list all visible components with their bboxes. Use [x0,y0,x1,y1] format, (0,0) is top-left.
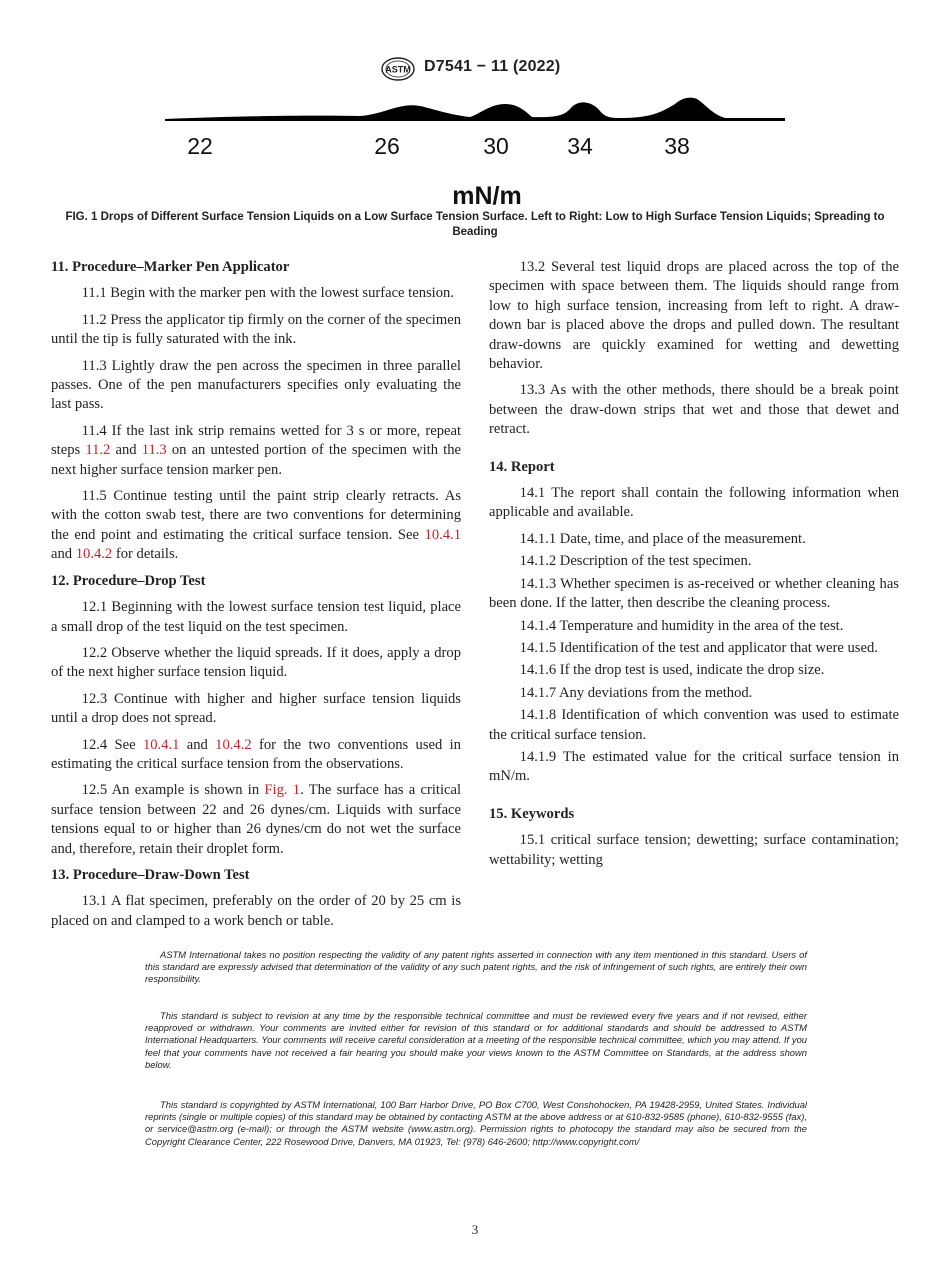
section-15-heading: 15. Keywords [489,805,575,822]
svg-text:ASTM: ASTM [385,64,411,75]
axis-label-22: 22 [187,133,213,159]
para-11-1: 11.1 Begin with the marker pen with the lowest surface tension. [81,285,454,302]
right-column [489,258,899,877]
axis-unit: mN/m [452,182,522,210]
page-number: 3 [471,1222,479,1237]
axis-label-34: 34 [567,133,593,159]
para-13-1: 13.1 A flat specimen, preferably on the order of 20 by 25 cm is placed on and clamped to a work bench or table. [51,893,461,929]
axis-label-38: 38 [664,133,690,159]
copyright-notice: This standard is copyrighted by ASTM International, 100 Barr Harbor Drive, PO Box C700, West Conshohocken, PA 19428-2959, United States. Individual reprints (single or multiple copies) of this standard may be obtained by contacting ASTM at the above address or at 610-832-9585 (phone), 610-832-9555 (fax), or service@astm.org (e-mail); or through the ASTM website (www.astm.org). Permission rights to photocopy the standard may also be secured from the Copyright Clearance Center, 222 Rosewood Drive, Danvers, MA 01923, Tel: (978) 646-2600; http://www.copyright.com/ [145,1099,807,1147]
list-item-14-1-7: 14.1.7 Any deviations from the method. [519,684,753,701]
para-12-3: 12.3 Continue with higher and higher surface tension liquids until a drop does not spread. [51,690,461,727]
section-13-heading: 13. Procedure–Draw-Down Test [51,866,250,883]
list-item-14-1-9: 14.1.9 The estimated value for the critical surface tension in mN/m. [489,748,899,785]
axis-label-30: 30 [483,133,509,159]
section-14-heading: 14. Report [489,458,555,475]
list-item-14-1-5: 14.1.5 Identification of the test and applicator that were used. [519,639,878,656]
para-11-5: 11.5 Continue testing until the paint strip clearly retracts. As with the cotton swab test, there are two conventions for determining the end point and estimating the critical surface tension. See 10.4.1 and 10.4.2 for details. [51,488,461,563]
ref-link-11-3[interactable]: 11.3 [141,442,167,459]
para-13-3: 13.3 As with the other methods, there should be a break point between the draw-down strips that wet and those that dewet and retract. [489,382,899,438]
list-item-14-1-6: 14.1.6 If the drop test is used, indicate the drop size. [519,662,825,679]
ref-link-10-4-2[interactable]: 10.4.2 [215,736,252,753]
para-12-1: 12.1 Beginning with the lowest surface tension test liquid, place a small drop of the test liquid on the test specimen. [51,599,461,635]
figure-1-drops [160,92,790,222]
list-item-14-1-2: 14.1.2 Description of the test specimen. [519,553,752,570]
para-12-5: 12.5 An example is shown in Fig. 1. The surface has a critical surface tension between 22 and 26 dynes/cm. Liquids with surface tensions equal to or higher than 26 dynes/cm do not wet the surface and, therefore, retain their droplet form. [51,782,462,857]
para-13-2: 13.2 Several test liquid drops are placed across the top of the specimen with space between them. The liquids should range from low to high surface tension, increasing from left to right. A draw-down bar is placed above the drops and pulled down. The resultant draw-downs are quickly examined for wetting and dewetting behavior. [489,259,899,373]
list-item-14-1-3: 14.1.3 Whether specimen is as-received or whether cleaning has been done. If the latter, then describe the cleaning process. [489,575,899,612]
list-item-14-1-1: 14.1.1 Date, time, and place of the measurement. [519,530,806,547]
list-item-14-1-8: 14.1.8 Identification of which convention was used to estimate the critical surface tension. [489,707,899,743]
ref-link-10-4-1[interactable]: 10.4.1 [424,526,461,543]
para-15-1: 15.1 critical surface tension; dewetting; surface contamination; wettability; wetting [489,832,899,868]
ref-link-10-4-2[interactable]: 10.4.2 [75,546,113,563]
para-11-4: 11.4 If the last ink strip remains wetted for 3 s or more, repeat steps 11.2 and 11.3 on an untested portion of the specimen with the next higher surface tension marker pen. [51,422,461,478]
para-12-4: 12.4 See 10.4.1 and 10.4.2 for the two conventions used in estimating the critical surface tension from the observations. [51,736,461,772]
patent-notice: ASTM International takes no position respecting the validity of any patent rights asserted in connection with any item mentioned in this standard. Users of this standard are expressly advised that determination of the validity of any such patent rights, and the risk of infringement of such rights, are entirely their own responsibility. [145,949,807,985]
section-12-heading: 12. Procedure–Drop Test [51,572,206,589]
document-id: D7541 − 11 (2022) [424,58,561,75]
page-header [0,56,950,84]
para-12-2: 12.2 Observe whether the liquid spreads. If it does, apply a drop of the next higher surface tension liquid. [51,644,461,681]
figure-caption: FIG. 1 Drops of Different Surface Tension Liquids on a Low Surface Tension Surface. Left to Right: Low to High Surface Tension Liquids; Spreading to Beading [65,211,885,238]
ref-link-10-4-1[interactable]: 10.4.1 [142,736,180,753]
left-column [51,258,461,938]
substrate-with-drops [165,98,785,121]
para-11-3: 11.3 Lightly draw the pen across the specimen in three parallel passes. One of the pen manufacturers specifies only evaluating the last pass. [51,357,461,413]
para-11-2: 11.2 Press the applicator tip firmly on the corner of the specimen until the tip is fully saturated with the ink. [51,311,461,348]
astm-logo [380,56,416,82]
list-item-14-1-4: 14.1.4 Temperature and humidity in the area of the test. [519,617,844,634]
revision-notice: This standard is subject to revision at any time by the responsible technical committee and must be reviewed every five years and if not revised, either reapproved or withdrawn. Your comments are invited either for revision of this standard or for additional standards and should be addressed to ASTM International Headquarters. Your comments will receive careful consideration at a meeting of the responsible technical committee, which you may attend. If you feel that your comments have not received a fair hearing you should make your views known to the ASTM Committee on Standards, at the address shown below. [145,1010,807,1070]
ref-link-11-2[interactable]: 11.2 [85,442,111,459]
section-11-heading: 11. Procedure–Marker Pen Applicator [51,259,290,275]
ref-link-fig-1[interactable]: Fig. 1 [264,782,301,799]
axis-label-26: 26 [374,133,400,159]
para-14-1: 14.1 The report shall contain the following information when applicable and available. [489,485,899,521]
